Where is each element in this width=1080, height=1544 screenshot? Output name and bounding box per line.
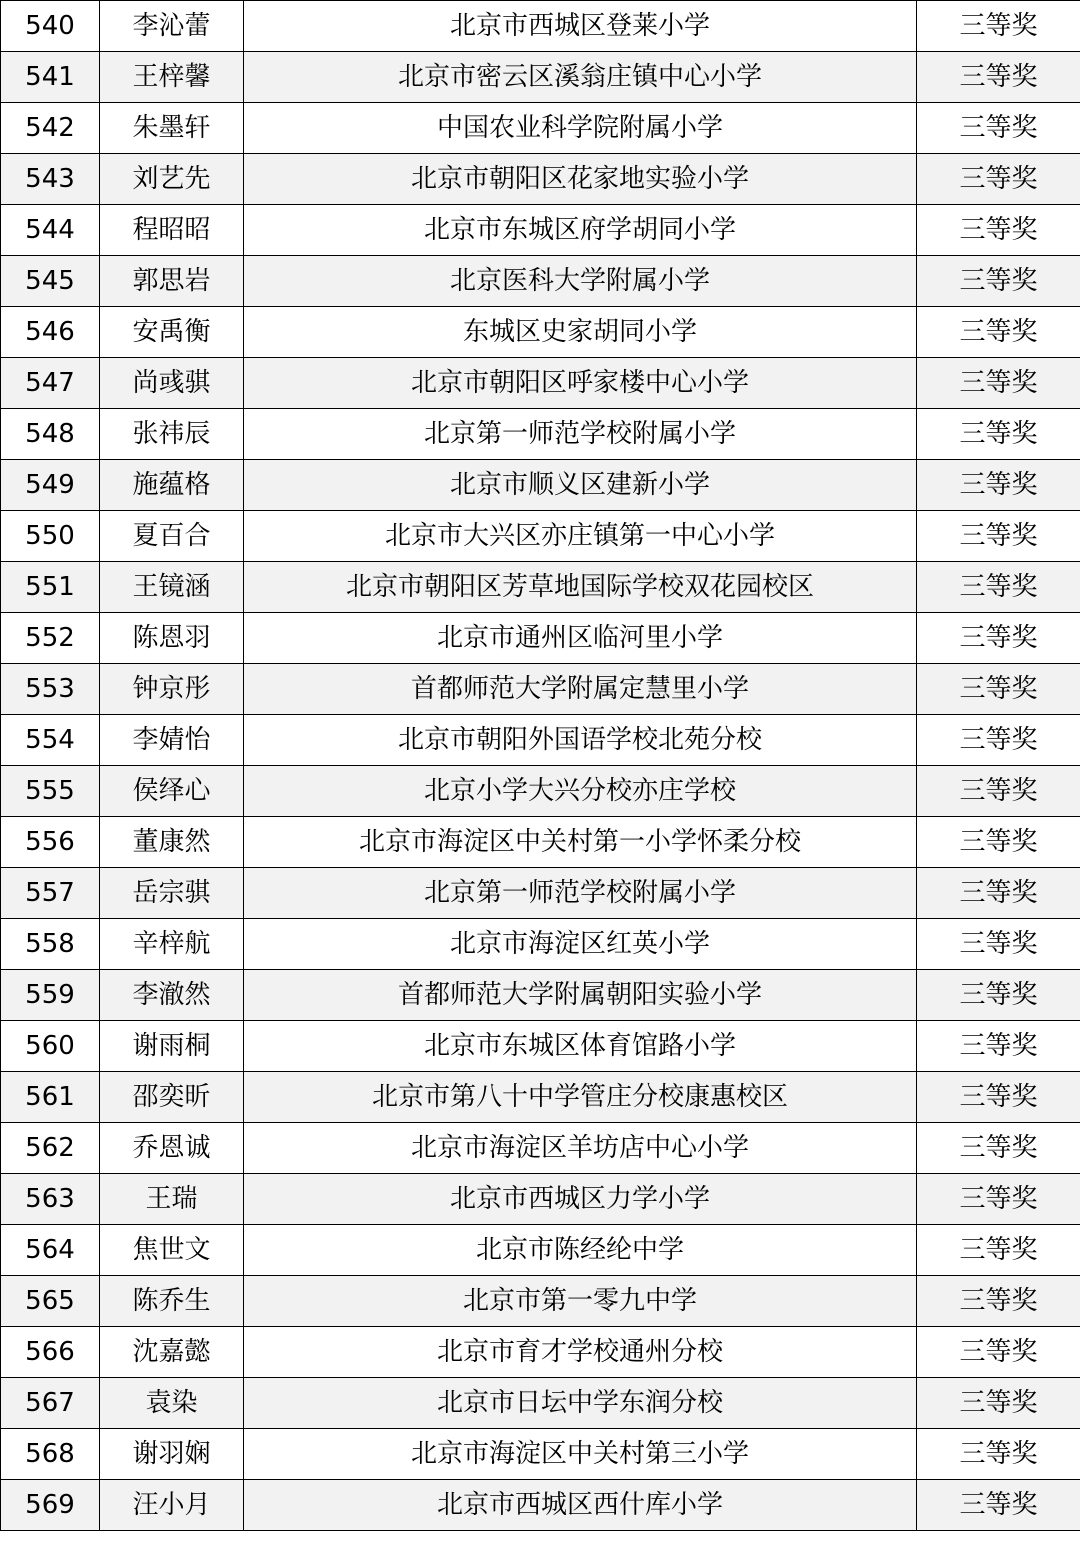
- student-name-cell: 焦世文: [100, 1225, 244, 1276]
- school-name-cell: 北京市第八十中学管庄分校康惠校区: [244, 1072, 917, 1123]
- student-name-cell: 安禹衡: [100, 307, 244, 358]
- award-level-cell: 三等奖: [917, 1072, 1080, 1123]
- row-number-cell: 552: [1, 613, 100, 664]
- row-number-cell: 545: [1, 256, 100, 307]
- table-row: [1, 970, 1080, 1021]
- school-name-cell: 北京市第一零九中学: [244, 1276, 917, 1327]
- row-number-cell: 548: [1, 409, 100, 460]
- award-level-cell: 三等奖: [917, 1429, 1080, 1480]
- award-level-cell: 三等奖: [917, 1225, 1080, 1276]
- row-number-cell: 555: [1, 766, 100, 817]
- student-name-cell: 李婧怡: [100, 715, 244, 766]
- student-name-cell: 陈恩羽: [100, 613, 244, 664]
- award-level-cell: 三等奖: [917, 1276, 1080, 1327]
- table-row: [1, 409, 1080, 460]
- row-number-cell: 543: [1, 154, 100, 205]
- school-name-cell: 北京市东城区体育馆路小学: [244, 1021, 917, 1072]
- student-name-cell: 侯绎心: [100, 766, 244, 817]
- row-number-cell: 551: [1, 562, 100, 613]
- awards-table-body: [1, 1, 1080, 1531]
- student-name-cell: 夏百合: [100, 511, 244, 562]
- row-number-cell: 549: [1, 460, 100, 511]
- table-row: [1, 1174, 1080, 1225]
- award-level-cell: 三等奖: [917, 1174, 1080, 1225]
- student-name-cell: 董康然: [100, 817, 244, 868]
- school-name-cell: 北京市东城区府学胡同小学: [244, 205, 917, 256]
- student-name-cell: 邵奕昕: [100, 1072, 244, 1123]
- award-level-cell: 三等奖: [917, 715, 1080, 766]
- award-level-cell: 三等奖: [917, 103, 1080, 154]
- table-row: [1, 1072, 1080, 1123]
- row-number-cell: 564: [1, 1225, 100, 1276]
- school-name-cell: 北京医科大学附属小学: [244, 256, 917, 307]
- award-level-cell: 三等奖: [917, 817, 1080, 868]
- row-number-cell: 550: [1, 511, 100, 562]
- row-number-cell: 547: [1, 358, 100, 409]
- award-level-cell: 三等奖: [917, 1480, 1080, 1531]
- student-name-cell: 辛梓航: [100, 919, 244, 970]
- table-row: [1, 154, 1080, 205]
- row-number-cell: 557: [1, 868, 100, 919]
- award-level-cell: 三等奖: [917, 409, 1080, 460]
- school-name-cell: 中国农业科学院附属小学: [244, 103, 917, 154]
- table-row: [1, 307, 1080, 358]
- row-number-cell: 553: [1, 664, 100, 715]
- row-number-cell: 544: [1, 205, 100, 256]
- award-level-cell: 三等奖: [917, 256, 1080, 307]
- award-level-cell: 三等奖: [917, 970, 1080, 1021]
- award-level-cell: 三等奖: [917, 205, 1080, 256]
- table-row: [1, 205, 1080, 256]
- table-row: [1, 460, 1080, 511]
- row-number-cell: 560: [1, 1021, 100, 1072]
- award-level-cell: 三等奖: [917, 154, 1080, 205]
- student-name-cell: 陈乔生: [100, 1276, 244, 1327]
- award-level-cell: 三等奖: [917, 511, 1080, 562]
- table-row: [1, 256, 1080, 307]
- table-row: [1, 52, 1080, 103]
- student-name-cell: 程昭昭: [100, 205, 244, 256]
- award-level-cell: 三等奖: [917, 52, 1080, 103]
- school-name-cell: 北京市朝阳区花家地实验小学: [244, 154, 917, 205]
- award-level-cell: 三等奖: [917, 613, 1080, 664]
- table-row: [1, 1276, 1080, 1327]
- table-row: [1, 1429, 1080, 1480]
- table-row: [1, 868, 1080, 919]
- table-row: [1, 1480, 1080, 1531]
- row-number-cell: 563: [1, 1174, 100, 1225]
- school-name-cell: 北京市密云区溪翁庄镇中心小学: [244, 52, 917, 103]
- school-name-cell: 北京第一师范学校附属小学: [244, 409, 917, 460]
- award-level-cell: 三等奖: [917, 307, 1080, 358]
- award-level-cell: 三等奖: [917, 358, 1080, 409]
- award-level-cell: 三等奖: [917, 562, 1080, 613]
- table-row: [1, 817, 1080, 868]
- school-name-cell: 北京市海淀区中关村第一小学怀柔分校: [244, 817, 917, 868]
- row-number-cell: 542: [1, 103, 100, 154]
- table-row: [1, 1, 1080, 52]
- row-number-cell: 567: [1, 1378, 100, 1429]
- award-level-cell: 三等奖: [917, 1123, 1080, 1174]
- student-name-cell: 王瑞: [100, 1174, 244, 1225]
- row-number-cell: 562: [1, 1123, 100, 1174]
- award-level-cell: 三等奖: [917, 664, 1080, 715]
- student-name-cell: 郭思岩: [100, 256, 244, 307]
- student-name-cell: 李澈然: [100, 970, 244, 1021]
- student-name-cell: 谢羽娴: [100, 1429, 244, 1480]
- school-name-cell: 北京市育才学校通州分校: [244, 1327, 917, 1378]
- award-level-cell: 三等奖: [917, 1378, 1080, 1429]
- school-name-cell: 北京市海淀区羊坊店中心小学: [244, 1123, 917, 1174]
- table-row: [1, 919, 1080, 970]
- student-name-cell: 岳宗骐: [100, 868, 244, 919]
- table-row: [1, 1123, 1080, 1174]
- row-number-cell: 540: [1, 1, 100, 52]
- student-name-cell: 李沁蕾: [100, 1, 244, 52]
- school-name-cell: 北京市海淀区红英小学: [244, 919, 917, 970]
- row-number-cell: 541: [1, 52, 100, 103]
- student-name-cell: 施蕴格: [100, 460, 244, 511]
- school-name-cell: 北京小学大兴分校亦庄学校: [244, 766, 917, 817]
- school-name-cell: 北京市朝阳区芳草地国际学校双花园校区: [244, 562, 917, 613]
- school-name-cell: 北京市西城区西什库小学: [244, 1480, 917, 1531]
- school-name-cell: 北京市西城区力学小学: [244, 1174, 917, 1225]
- award-level-cell: 三等奖: [917, 868, 1080, 919]
- school-name-cell: 首都师范大学附属定慧里小学: [244, 664, 917, 715]
- school-name-cell: 北京市大兴区亦庄镇第一中心小学: [244, 511, 917, 562]
- school-name-cell: 北京市西城区登莱小学: [244, 1, 917, 52]
- award-level-cell: 三等奖: [917, 766, 1080, 817]
- row-number-cell: 558: [1, 919, 100, 970]
- table-row: [1, 766, 1080, 817]
- student-name-cell: 王梓馨: [100, 52, 244, 103]
- table-row: [1, 1378, 1080, 1429]
- table-row: [1, 1225, 1080, 1276]
- row-number-cell: 565: [1, 1276, 100, 1327]
- student-name-cell: 张祎辰: [100, 409, 244, 460]
- table-row: [1, 1327, 1080, 1378]
- row-number-cell: 569: [1, 1480, 100, 1531]
- student-name-cell: 汪小月: [100, 1480, 244, 1531]
- student-name-cell: 乔恩诚: [100, 1123, 244, 1174]
- award-level-cell: 三等奖: [917, 1327, 1080, 1378]
- award-level-cell: 三等奖: [917, 919, 1080, 970]
- row-number-cell: 546: [1, 307, 100, 358]
- school-name-cell: 北京第一师范学校附属小学: [244, 868, 917, 919]
- school-name-cell: 北京市通州区临河里小学: [244, 613, 917, 664]
- table-row: [1, 715, 1080, 766]
- school-name-cell: 北京市海淀区中关村第三小学: [244, 1429, 917, 1480]
- student-name-cell: 袁染: [100, 1378, 244, 1429]
- school-name-cell: 首都师范大学附属朝阳实验小学: [244, 970, 917, 1021]
- school-name-cell: 北京市陈经纶中学: [244, 1225, 917, 1276]
- row-number-cell: 561: [1, 1072, 100, 1123]
- student-name-cell: 谢雨桐: [100, 1021, 244, 1072]
- table-row: [1, 103, 1080, 154]
- table-row: [1, 562, 1080, 613]
- table-row: [1, 358, 1080, 409]
- row-number-cell: 554: [1, 715, 100, 766]
- table-row: [1, 613, 1080, 664]
- student-name-cell: 朱墨轩: [100, 103, 244, 154]
- table-row: [1, 511, 1080, 562]
- row-number-cell: 559: [1, 970, 100, 1021]
- table-row: [1, 664, 1080, 715]
- award-level-cell: 三等奖: [917, 460, 1080, 511]
- school-name-cell: 北京市朝阳区呼家楼中心小学: [244, 358, 917, 409]
- student-name-cell: 尚彧骐: [100, 358, 244, 409]
- row-number-cell: 568: [1, 1429, 100, 1480]
- student-name-cell: 王镜涵: [100, 562, 244, 613]
- school-name-cell: 北京市日坛中学东润分校: [244, 1378, 917, 1429]
- student-name-cell: 沈嘉懿: [100, 1327, 244, 1378]
- row-number-cell: 566: [1, 1327, 100, 1378]
- row-number-cell: 556: [1, 817, 100, 868]
- school-name-cell: 东城区史家胡同小学: [244, 307, 917, 358]
- student-name-cell: 钟京彤: [100, 664, 244, 715]
- award-level-cell: 三等奖: [917, 1, 1080, 52]
- school-name-cell: 北京市顺义区建新小学: [244, 460, 917, 511]
- award-level-cell: 三等奖: [917, 1021, 1080, 1072]
- table-row: [1, 1021, 1080, 1072]
- student-name-cell: 刘艺先: [100, 154, 244, 205]
- school-name-cell: 北京市朝阳外国语学校北苑分校: [244, 715, 917, 766]
